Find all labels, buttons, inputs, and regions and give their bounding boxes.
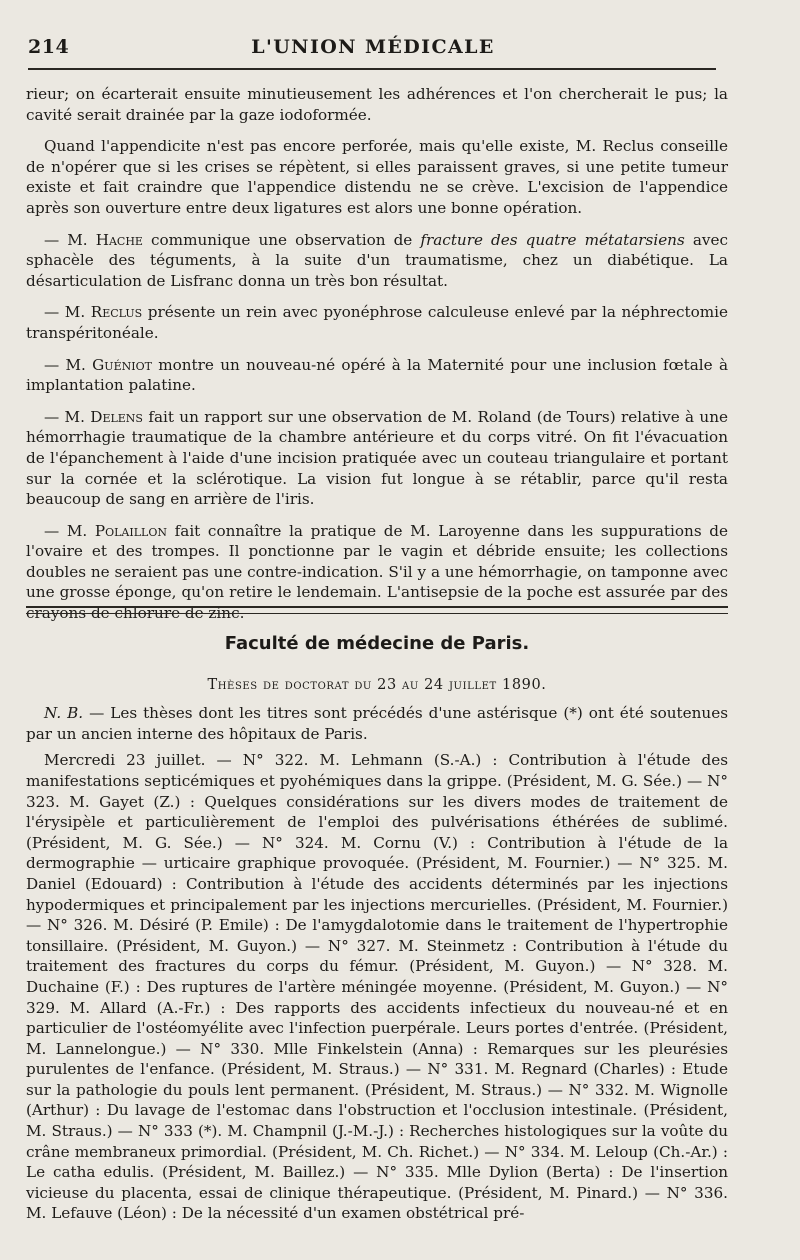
paragraph-text: fait un rapport sur une observation de M. Roland (de Tours) relative à une hémorrhagie traumatique de la chambre antérieure et du corps vitré. On fit l'évacuation de l'épanchement à l'aide d'une incision pratiquée avec un couteau triangulaire et portant sur la cornée et la sclérotique. La vision fut longue à se rétablir, parce qu'il resta beaucoup de sang en arrière de l'iris. [26, 407, 728, 509]
society-report [26, 84, 728, 635]
paragraph-text: avec sphacèle des téguments, à la suite d'un traumatisme, chez un diabétique. La désarticulation de Lisfranc donna un très bon résultat. [26, 230, 728, 290]
dash-lead: — M. [44, 303, 91, 322]
speaker-name: Reclus [90, 303, 143, 322]
section-title: Faculté de médecine de Paris. [224, 633, 530, 654]
paragraph [26, 355, 728, 396]
paragraph-text: communique une observation de [142, 230, 421, 249]
thesis-list: Mercredi 23 juillet. — N° 322. M. Lehmann (S.-A.) : Contribution à l'étude des manifestations septicémiques et pyohémiques dans la grippe. (Président, M. G. Sée.) — N° 323. M. Gayet (Z.) : Quelques considérations sur les divers modes de traitement de l'érysipèle et particulièrement de l'emploi des pulvérisations éthérées de sublimé. (Président, M. G. Sée.) — N° 324. M. Cornu (V.) : Contribution à l'étude de la dermographie — urticaire graphique provoquée. (Président, M. Fournier.) — N° 325. M. Daniel (Edouard) : Contribution à l'étude des accidents déterminés par les injections hypodermiques et principalement par les injections mercurielles. (Président, M. Fournier.) — N° 326. M. Désiré (P. Emile) : De l'amygdalotomie dans le traitement de l'hypertrophie tonsillaire. (Président, M. Guyon.) — N° 327. M. Steinmetz : Contribution à l'étude du traitement des fractures du corps du fémur. (Président, M. Guyon.) — N° 328. M. Duchaine (F.) : Des ruptures de l'artère méningée moyenne. (Président, M. Guyon.) — N° 329. M. Allard (A.-Fr.) : Des rapports des accidents infectieux du nouveau-né et en particulier de l'ostéomyélite avec l'infection puerpérale. Leurs portes d'entrée. (Président, M. Lannelongue.) — N° 330. Mlle Finkelstein (Anna) : Remarques sur les pleurésies purulentes de l'enfance. (Président, M. Straus.) — N° 331. M. Regnard (Charles) : Etude sur la pathologie du pouls lent permanent. (Président, M. Straus.) — N° 332. M. Wignolle (Arthur) : Du lavage de l'estomac dans l'obstruction et l'occlusion intestinale. (Président, M. Straus.) — N° 333 (*). M. Champnil (J.-M.-J.) : Recherches histologiques sur la voûte du crâne membraneux primordial. (Président, M. Ch. Richet.) — N° 334. M. Leloup (Ch.-Ar.) : Le catha edulis. (Président, M. Baillez.) — N° 335. Mlle Dylion (Berta) : De l'insertion vicieuse du placenta, essai de clinique thérapeutique. (Président, M. Pinard.) — N° 336. M. Lefauve (Léon) : De la nécessité d'un examen obstétrical pré- [26, 751, 728, 1223]
paragraph [26, 407, 728, 510]
dash-lead: — M. [44, 355, 93, 374]
speaker-name: Polaillon [94, 521, 167, 540]
paragraph [26, 302, 728, 343]
paragraph-text: présente un rein avec pyonéphrose calculeuse enlevé par la néphrectomie transpéritonéale. [26, 303, 728, 342]
section-subtitle: Thèses de doctorat du 23 au 24 juillet 1890. [207, 676, 547, 693]
paragraph [26, 230, 728, 292]
speaker-name: Delens [90, 407, 143, 426]
header-rule [28, 68, 716, 70]
journal-title: L'UNION MÉDICALE [251, 36, 495, 58]
nb-text: — Les thèses dont les titres sont précédés d'une astérisque (*) ont été soutenues par un ancien interne des hôpitaux de Paris. [26, 704, 728, 743]
nb-label: N. B. [44, 704, 84, 723]
nb-note [26, 703, 728, 744]
speaker-name: Hache [95, 230, 143, 249]
dash-lead: — M. [44, 407, 91, 426]
dash-lead: — M. [44, 521, 95, 540]
speaker-name: Guéniot [92, 355, 152, 374]
thesis-section [26, 634, 728, 1230]
paragraph: Quand l'appendicite n'est pas encore perforée, mais qu'elle existe, M. Reclus conseille de n'opérer que si les crises se répètent, si elles paraissent graves, si une petite tumeur existe et fait craindre que l'appendice distendu ne se crève. L'excision de l'appendice après son ouverture entre deux ligatures est alors une bonne opération. [26, 137, 728, 217]
dash-lead: — M. [44, 230, 96, 249]
italic-title: fracture des quatre métatarsiens [420, 230, 685, 249]
paragraph-text: montre un nouveau-né opéré à la Maternité pour une inclusion fœtale à implantation palatine. [26, 355, 729, 395]
paragraph-text: fait connaître la pratique de M. Laroyenne dans les suppurations de l'ovaire et des trompes. Il ponctionne par le vagin et débride ensuite; les collections doubles ne seraient pas une contre-indication. S'il y a une hémorrhagie, on tamponne avec une grosse éponge, qu'on retire le lendemain. L'antisepsie de la poche est assurée par des crayons de chlorure de zinc. [26, 521, 728, 623]
paragraph: rieur; on écarterait ensuite minutieusement les adhérences et l'on chercherait le pus; la cavité serait drainée par la gaze iodoformée. [26, 85, 728, 124]
page-number: 214 [28, 36, 70, 58]
running-head [28, 36, 718, 62]
section-divider [26, 606, 728, 614]
